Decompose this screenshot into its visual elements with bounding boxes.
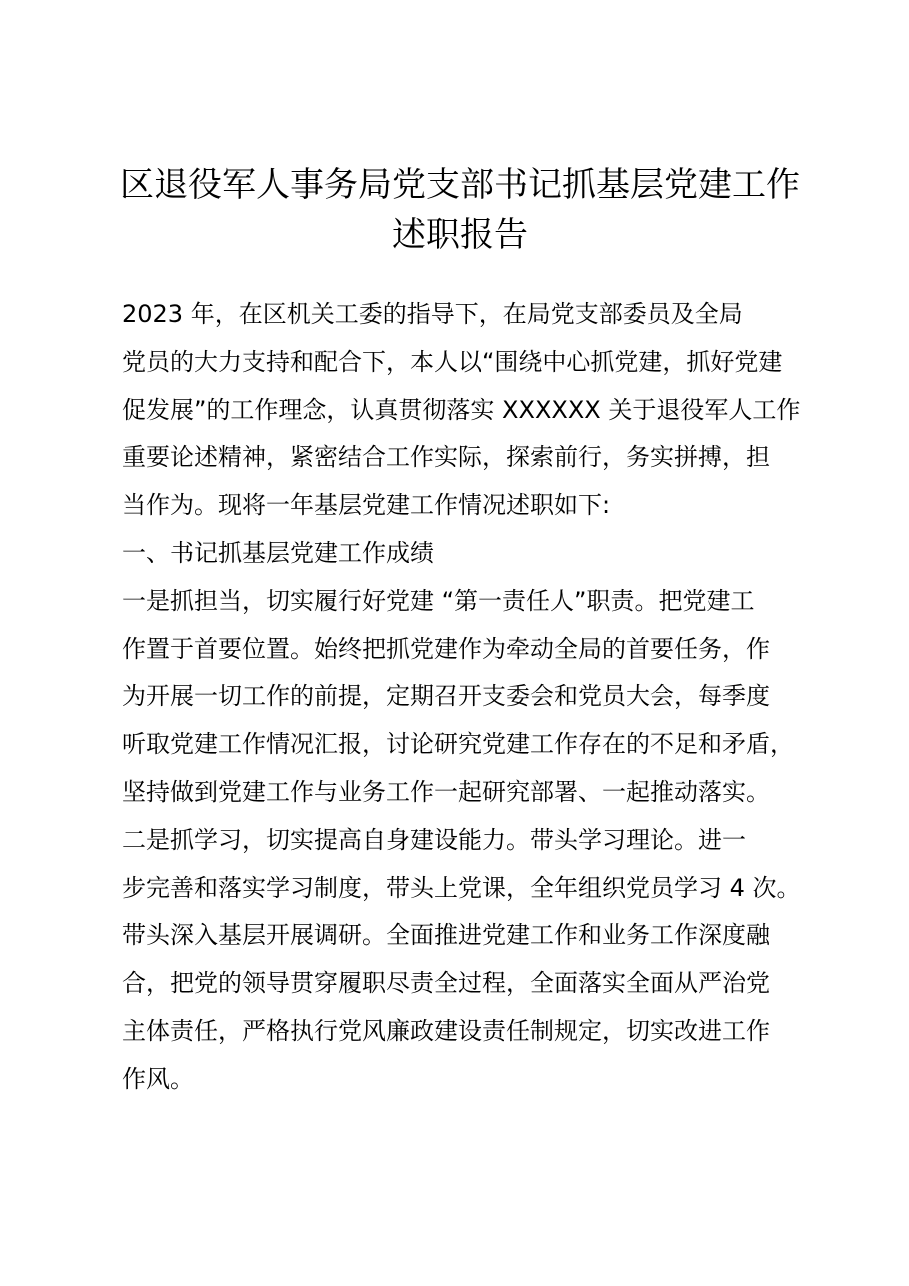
text-line: 一、书记抓基层党建工作成绩	[122, 538, 434, 567]
text-line: 2023 年，在区机关工委的指导下，在局党支部委员及全局	[122, 300, 743, 328]
text-line: 作风。	[122, 1064, 194, 1093]
text-line: 为开展一切工作的前提，定期召开支委会和党员大会，每季度	[122, 682, 770, 711]
text-line: 重要论述精神，紧密结合工作实际，探索前行，务实拼搏，担	[122, 443, 770, 472]
text-line: 促发展”的工作理念，认真贯彻落实 XXXXXX 关于退役军人工作	[122, 395, 801, 424]
paragraph-intro	[122, 291, 802, 530]
document-body	[122, 291, 802, 1104]
text-line: 当作为。现将一年基层党建工作情况述职如下:	[122, 491, 611, 520]
document-title	[110, 160, 810, 260]
text-line: 步完善和落实学习制度，带头上党课，全年组织党员学习 4 次。	[122, 873, 801, 902]
text-line: 坚持做到党建工作与业务工作一起研究部署、一起推动落实。	[122, 777, 770, 806]
text-line: 主体责任，严格执行党风廉政建设责任制规定，切实改进工作	[122, 1016, 770, 1045]
paragraph-responsibility	[122, 578, 802, 817]
text-line: 听取党建工作情况汇报，讨论研究党建工作存在的不足和矛盾，	[122, 730, 794, 759]
text-line: 党员的大力支持和配合下，本人以“围绕中心抓党建，抓好党建	[122, 347, 783, 376]
title-line-2: 述职报告	[392, 215, 528, 255]
section-heading	[122, 530, 802, 578]
paragraph-learning	[122, 817, 802, 1104]
text-line: 合，把党的领导贯穿履职尽责全过程，全面落实全面从严治党	[122, 969, 770, 998]
text-line: 作置于首要位置。始终把抓党建作为牵动全局的首要任务，作	[122, 634, 770, 663]
text-line: 带头深入基层开展调研。全面推进党建工作和业务工作深度融	[122, 921, 770, 950]
title-line-1: 区退役军人事务局党支部书记抓基层党建工作	[120, 165, 800, 205]
text-line: 二是抓学习，切实提高自身建设能力。带头学习理论。进一	[122, 825, 746, 854]
text-line: 一是抓担当，切实履行好党建 “第一责任人”职责。把党建工	[122, 586, 755, 615]
